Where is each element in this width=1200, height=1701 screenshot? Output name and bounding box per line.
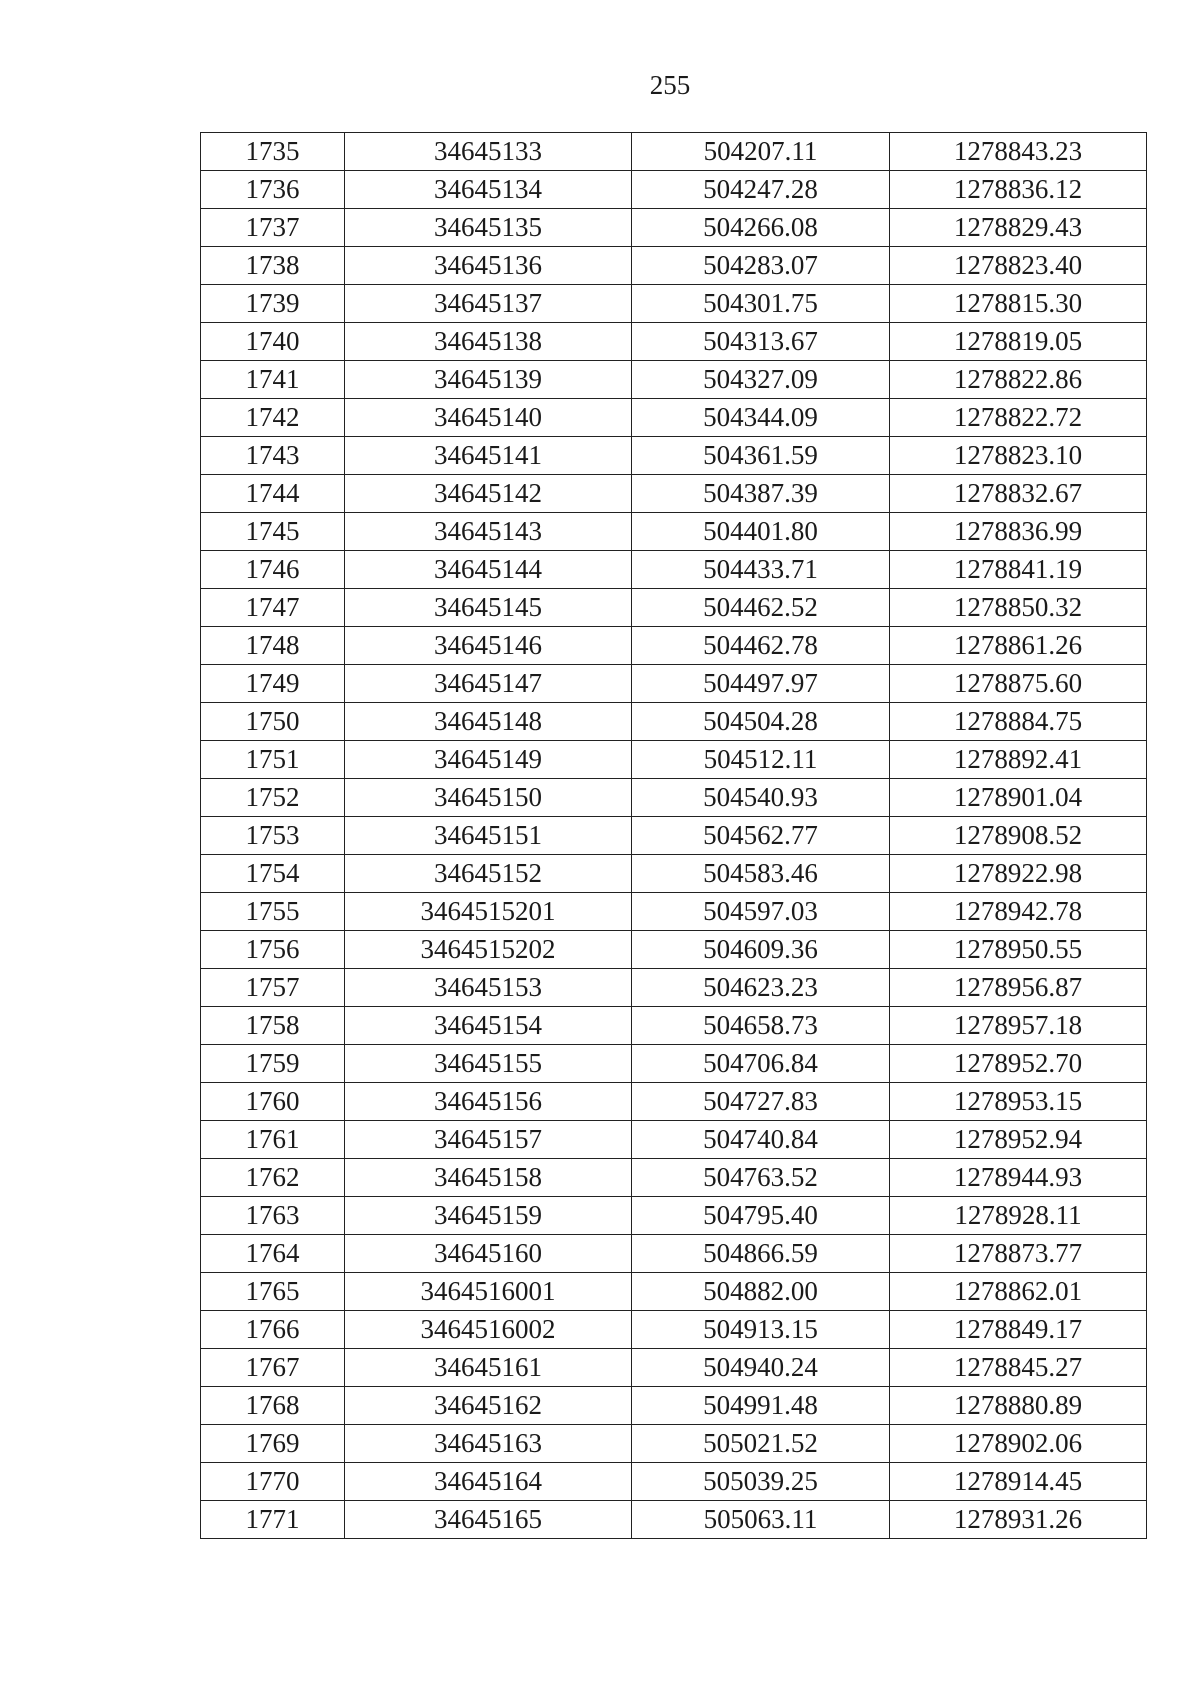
x-coordinate-cell: 504866.59 — [632, 1235, 890, 1273]
table-row — [201, 133, 1147, 171]
point-id-cell: 34645148 — [345, 703, 632, 741]
y-coordinate-cell: 1278841.19 — [890, 551, 1147, 589]
y-coordinate-cell: 1278922.98 — [890, 855, 1147, 893]
x-coordinate-cell: 504361.59 — [632, 437, 890, 475]
page-number: 255 — [649, 70, 691, 100]
point-number-cell: 1766 — [201, 1311, 345, 1349]
x-coordinate-cell: 504597.03 — [632, 893, 890, 931]
x-coordinate-cell: 504882.00 — [632, 1273, 890, 1311]
table-row — [201, 399, 1147, 437]
y-coordinate-cell: 1278832.67 — [890, 475, 1147, 513]
point-number-cell: 1739 — [201, 285, 345, 323]
point-id-cell: 34645140 — [345, 399, 632, 437]
x-coordinate-cell: 504497.97 — [632, 665, 890, 703]
x-coordinate-cell: 504327.09 — [632, 361, 890, 399]
coordinates-table — [200, 132, 1147, 1539]
point-id-cell: 34645153 — [345, 969, 632, 1007]
point-number-cell: 1767 — [201, 1349, 345, 1387]
point-number-cell: 1757 — [201, 969, 345, 1007]
y-coordinate-cell: 1278845.27 — [890, 1349, 1147, 1387]
x-coordinate-cell: 504207.11 — [632, 133, 890, 171]
x-coordinate-cell: 504583.46 — [632, 855, 890, 893]
point-number-cell: 1765 — [201, 1273, 345, 1311]
x-coordinate-cell: 504266.08 — [632, 209, 890, 247]
table-row — [201, 1007, 1147, 1045]
point-number-cell: 1769 — [201, 1425, 345, 1463]
x-coordinate-cell: 504387.39 — [632, 475, 890, 513]
table-row — [201, 1197, 1147, 1235]
x-coordinate-cell: 504763.52 — [632, 1159, 890, 1197]
point-id-cell: 34645162 — [345, 1387, 632, 1425]
x-coordinate-cell: 504247.28 — [632, 171, 890, 209]
table-row — [201, 665, 1147, 703]
y-coordinate-cell: 1278819.05 — [890, 323, 1147, 361]
y-coordinate-cell: 1278822.86 — [890, 361, 1147, 399]
point-id-cell: 34645163 — [345, 1425, 632, 1463]
point-number-cell: 1735 — [201, 133, 345, 171]
x-coordinate-cell: 504344.09 — [632, 399, 890, 437]
table-row — [201, 285, 1147, 323]
table-row — [201, 931, 1147, 969]
x-coordinate-cell: 504609.36 — [632, 931, 890, 969]
y-coordinate-cell: 1278836.12 — [890, 171, 1147, 209]
y-coordinate-cell: 1278884.75 — [890, 703, 1147, 741]
x-coordinate-cell: 504706.84 — [632, 1045, 890, 1083]
point-number-cell: 1771 — [201, 1501, 345, 1539]
point-id-cell: 34645160 — [345, 1235, 632, 1273]
table-row — [201, 1387, 1147, 1425]
point-id-cell: 34645138 — [345, 323, 632, 361]
table-row — [201, 1425, 1147, 1463]
x-coordinate-cell: 504512.11 — [632, 741, 890, 779]
y-coordinate-cell: 1278892.41 — [890, 741, 1147, 779]
x-coordinate-cell: 504462.78 — [632, 627, 890, 665]
table-row — [201, 589, 1147, 627]
table-row — [201, 1235, 1147, 1273]
y-coordinate-cell: 1278931.26 — [890, 1501, 1147, 1539]
y-coordinate-cell: 1278956.87 — [890, 969, 1147, 1007]
point-number-cell: 1758 — [201, 1007, 345, 1045]
point-id-cell: 34645144 — [345, 551, 632, 589]
point-number-cell: 1751 — [201, 741, 345, 779]
point-number-cell: 1740 — [201, 323, 345, 361]
y-coordinate-cell: 1278862.01 — [890, 1273, 1147, 1311]
point-number-cell: 1743 — [201, 437, 345, 475]
point-id-cell: 3464516002 — [345, 1311, 632, 1349]
point-number-cell: 1763 — [201, 1197, 345, 1235]
y-coordinate-cell: 1278815.30 — [890, 285, 1147, 323]
table-row — [201, 703, 1147, 741]
point-number-cell: 1752 — [201, 779, 345, 817]
point-number-cell: 1747 — [201, 589, 345, 627]
y-coordinate-cell: 1278849.17 — [890, 1311, 1147, 1349]
point-id-cell: 34645161 — [345, 1349, 632, 1387]
x-coordinate-cell: 504913.15 — [632, 1311, 890, 1349]
point-id-cell: 34645134 — [345, 171, 632, 209]
x-coordinate-cell: 505039.25 — [632, 1463, 890, 1501]
point-number-cell: 1764 — [201, 1235, 345, 1273]
y-coordinate-cell: 1278829.43 — [890, 209, 1147, 247]
point-id-cell: 34645135 — [345, 209, 632, 247]
point-id-cell: 34645155 — [345, 1045, 632, 1083]
x-coordinate-cell: 504462.52 — [632, 589, 890, 627]
x-coordinate-cell: 504504.28 — [632, 703, 890, 741]
table-row — [201, 323, 1147, 361]
x-coordinate-cell: 504433.71 — [632, 551, 890, 589]
table-row — [201, 1349, 1147, 1387]
point-number-cell: 1770 — [201, 1463, 345, 1501]
point-number-cell: 1741 — [201, 361, 345, 399]
point-number-cell: 1753 — [201, 817, 345, 855]
point-id-cell: 34645156 — [345, 1083, 632, 1121]
x-coordinate-cell: 504540.93 — [632, 779, 890, 817]
point-number-cell: 1737 — [201, 209, 345, 247]
x-coordinate-cell: 504727.83 — [632, 1083, 890, 1121]
x-coordinate-cell: 505021.52 — [632, 1425, 890, 1463]
table-row — [201, 855, 1147, 893]
y-coordinate-cell: 1278861.26 — [890, 627, 1147, 665]
y-coordinate-cell: 1278901.04 — [890, 779, 1147, 817]
point-number-cell: 1761 — [201, 1121, 345, 1159]
table-row — [201, 627, 1147, 665]
point-number-cell: 1768 — [201, 1387, 345, 1425]
y-coordinate-cell: 1278823.40 — [890, 247, 1147, 285]
y-coordinate-cell: 1278836.99 — [890, 513, 1147, 551]
point-id-cell: 3464516001 — [345, 1273, 632, 1311]
point-id-cell: 34645152 — [345, 855, 632, 893]
point-id-cell: 34645136 — [345, 247, 632, 285]
point-number-cell: 1745 — [201, 513, 345, 551]
table-row — [201, 1083, 1147, 1121]
x-coordinate-cell: 504623.23 — [632, 969, 890, 1007]
y-coordinate-cell: 1278928.11 — [890, 1197, 1147, 1235]
point-id-cell: 34645141 — [345, 437, 632, 475]
table-row — [201, 361, 1147, 399]
point-id-cell: 34645133 — [345, 133, 632, 171]
x-coordinate-cell: 504940.24 — [632, 1349, 890, 1387]
table-row — [201, 779, 1147, 817]
point-id-cell: 34645142 — [345, 475, 632, 513]
point-number-cell: 1736 — [201, 171, 345, 209]
table-row — [201, 1159, 1147, 1197]
point-id-cell: 34645154 — [345, 1007, 632, 1045]
y-coordinate-cell: 1278843.23 — [890, 133, 1147, 171]
y-coordinate-cell: 1278822.72 — [890, 399, 1147, 437]
y-coordinate-cell: 1278823.10 — [890, 437, 1147, 475]
y-coordinate-cell: 1278908.52 — [890, 817, 1147, 855]
table-row — [201, 1121, 1147, 1159]
point-number-cell: 1742 — [201, 399, 345, 437]
y-coordinate-cell: 1278950.55 — [890, 931, 1147, 969]
table-row — [201, 171, 1147, 209]
table-row — [201, 209, 1147, 247]
y-coordinate-cell: 1278942.78 — [890, 893, 1147, 931]
point-id-cell: 34645159 — [345, 1197, 632, 1235]
table-row — [201, 817, 1147, 855]
point-number-cell: 1756 — [201, 931, 345, 969]
point-id-cell: 3464515201 — [345, 893, 632, 931]
point-number-cell: 1760 — [201, 1083, 345, 1121]
point-number-cell: 1755 — [201, 893, 345, 931]
table-row — [201, 551, 1147, 589]
y-coordinate-cell: 1278914.45 — [890, 1463, 1147, 1501]
point-id-cell: 34645147 — [345, 665, 632, 703]
point-id-cell: 34645149 — [345, 741, 632, 779]
y-coordinate-cell: 1278880.89 — [890, 1387, 1147, 1425]
point-id-cell: 34645151 — [345, 817, 632, 855]
point-id-cell: 34645150 — [345, 779, 632, 817]
point-id-cell: 34645139 — [345, 361, 632, 399]
table-row — [201, 437, 1147, 475]
table-row — [201, 893, 1147, 931]
y-coordinate-cell: 1278873.77 — [890, 1235, 1147, 1273]
table-row — [201, 741, 1147, 779]
point-number-cell: 1746 — [201, 551, 345, 589]
point-id-cell: 34645164 — [345, 1463, 632, 1501]
x-coordinate-cell: 504301.75 — [632, 285, 890, 323]
x-coordinate-cell: 504740.84 — [632, 1121, 890, 1159]
table-row — [201, 475, 1147, 513]
point-number-cell: 1762 — [201, 1159, 345, 1197]
y-coordinate-cell: 1278952.94 — [890, 1121, 1147, 1159]
x-coordinate-cell: 504658.73 — [632, 1007, 890, 1045]
point-id-cell: 34645165 — [345, 1501, 632, 1539]
point-id-cell: 34645143 — [345, 513, 632, 551]
y-coordinate-cell: 1278957.18 — [890, 1007, 1147, 1045]
x-coordinate-cell: 504283.07 — [632, 247, 890, 285]
point-number-cell: 1748 — [201, 627, 345, 665]
point-number-cell: 1750 — [201, 703, 345, 741]
table-row — [201, 1311, 1147, 1349]
table-row — [201, 1273, 1147, 1311]
x-coordinate-cell: 504795.40 — [632, 1197, 890, 1235]
x-coordinate-cell: 504401.80 — [632, 513, 890, 551]
x-coordinate-cell: 504991.48 — [632, 1387, 890, 1425]
coordinates-table-body — [201, 133, 1147, 1539]
y-coordinate-cell: 1278953.15 — [890, 1083, 1147, 1121]
table-row — [201, 969, 1147, 1007]
point-id-cell: 3464515202 — [345, 931, 632, 969]
table-row — [201, 1463, 1147, 1501]
point-number-cell: 1744 — [201, 475, 345, 513]
point-id-cell: 34645157 — [345, 1121, 632, 1159]
point-id-cell: 34645137 — [345, 285, 632, 323]
point-number-cell: 1754 — [201, 855, 345, 893]
table-row — [201, 1501, 1147, 1539]
y-coordinate-cell: 1278944.93 — [890, 1159, 1147, 1197]
y-coordinate-cell: 1278850.32 — [890, 589, 1147, 627]
y-coordinate-cell: 1278902.06 — [890, 1425, 1147, 1463]
y-coordinate-cell: 1278952.70 — [890, 1045, 1147, 1083]
point-id-cell: 34645145 — [345, 589, 632, 627]
point-number-cell: 1749 — [201, 665, 345, 703]
x-coordinate-cell: 504562.77 — [632, 817, 890, 855]
table-row — [201, 513, 1147, 551]
point-number-cell: 1759 — [201, 1045, 345, 1083]
point-id-cell: 34645158 — [345, 1159, 632, 1197]
x-coordinate-cell: 504313.67 — [632, 323, 890, 361]
x-coordinate-cell: 505063.11 — [632, 1501, 890, 1539]
y-coordinate-cell: 1278875.60 — [890, 665, 1147, 703]
point-number-cell: 1738 — [201, 247, 345, 285]
table-row — [201, 1045, 1147, 1083]
point-id-cell: 34645146 — [345, 627, 632, 665]
table-row — [201, 247, 1147, 285]
